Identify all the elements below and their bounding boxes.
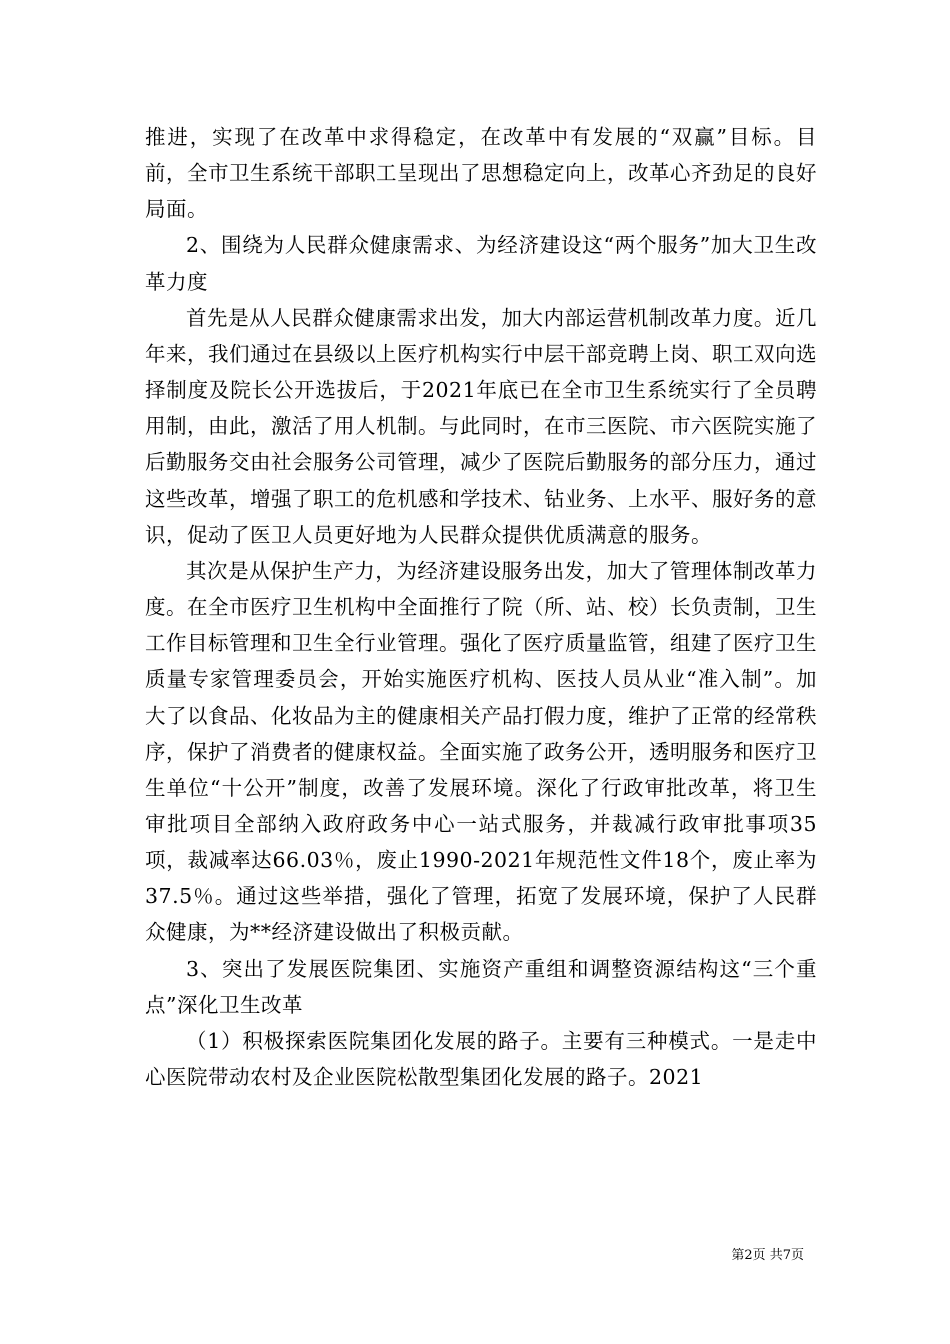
paragraph-first-point: 首先是从人民群众健康需求出发，加大内部运营机制改革力度。近几年来，我们通过在县级以上医疗机构实行中层干部竞聘上岗、职工双向选择制度及院长公开选拔后，于2021年底已在全市卫生系统实行了全员聘用制，由此，激活了用人机制。与此同时，在市三医院、市六医院实施了后勤服务交由社会服务公司管理，减少了医院后勤服务的部分压力，通过这些改革，增强了职工的危机感和学技术、钻业务、上水平、服好务的意识，促动了医卫人员更好地为人民群众提供优质满意的服务。 <box>145 305 817 547</box>
heading-section-3: 3、突出了发展医院集团、实施资产重组和调整资源结构这“三个重点”深化卫生改革 <box>145 956 817 1017</box>
document-body <box>145 119 817 1095</box>
paragraph-second-point: 其次是从保护生产力，为经济建设服务出发，加大了管理体制改革力度。在全市医疗卫生机构中全面推行了院（所、站、校）长负责制，卫生工作目标管理和卫生全行业管理。强化了医疗质量监管，组建了医疗卫生质量专家管理委员会，开始实施医疗机构、医技人员从业“准入制”。加大了以食品、化妆品为主的健康相关产品打假力度，维护了正常的经常秩序，保护了消费者的健康权益。全面实施了政务公开，透明服务和医疗卫生单位“十公开”制度，改善了发展环境。深化了行政审批改革，将卫生审批项目全部纳入政府政务中心一站式服务，并裁减行政审批事项35项，裁减率达66.03％，废止1990-2021年规范性文件18个，废止率为37.5％。通过这些举措，强化了管理，拓宽了发展环境，保护了人民群众健康，为**经济建设做出了积极贡献。 <box>145 558 817 945</box>
paragraph-subsection-1: （1）积极探索医院集团化发展的路子。主要有三种模式。一是走中心医院带动农村及企业医院松散型集团化发展的路子。2021 <box>145 1028 817 1090</box>
heading-section-2: 2、围绕为人民群众健康需求、为经济建设这“两个服务”加大卫生改革力度 <box>145 233 817 294</box>
page-number-footer: 第2页 共7页 <box>731 1248 804 1263</box>
paragraph-continuation: 推进，实现了在改革中求得稳定，在改革中有发展的“双赢”目标。目前，全市卫生系统干部职工呈现出了思想稳定向上，改革心齐劲足的良好局面。 <box>145 125 817 222</box>
